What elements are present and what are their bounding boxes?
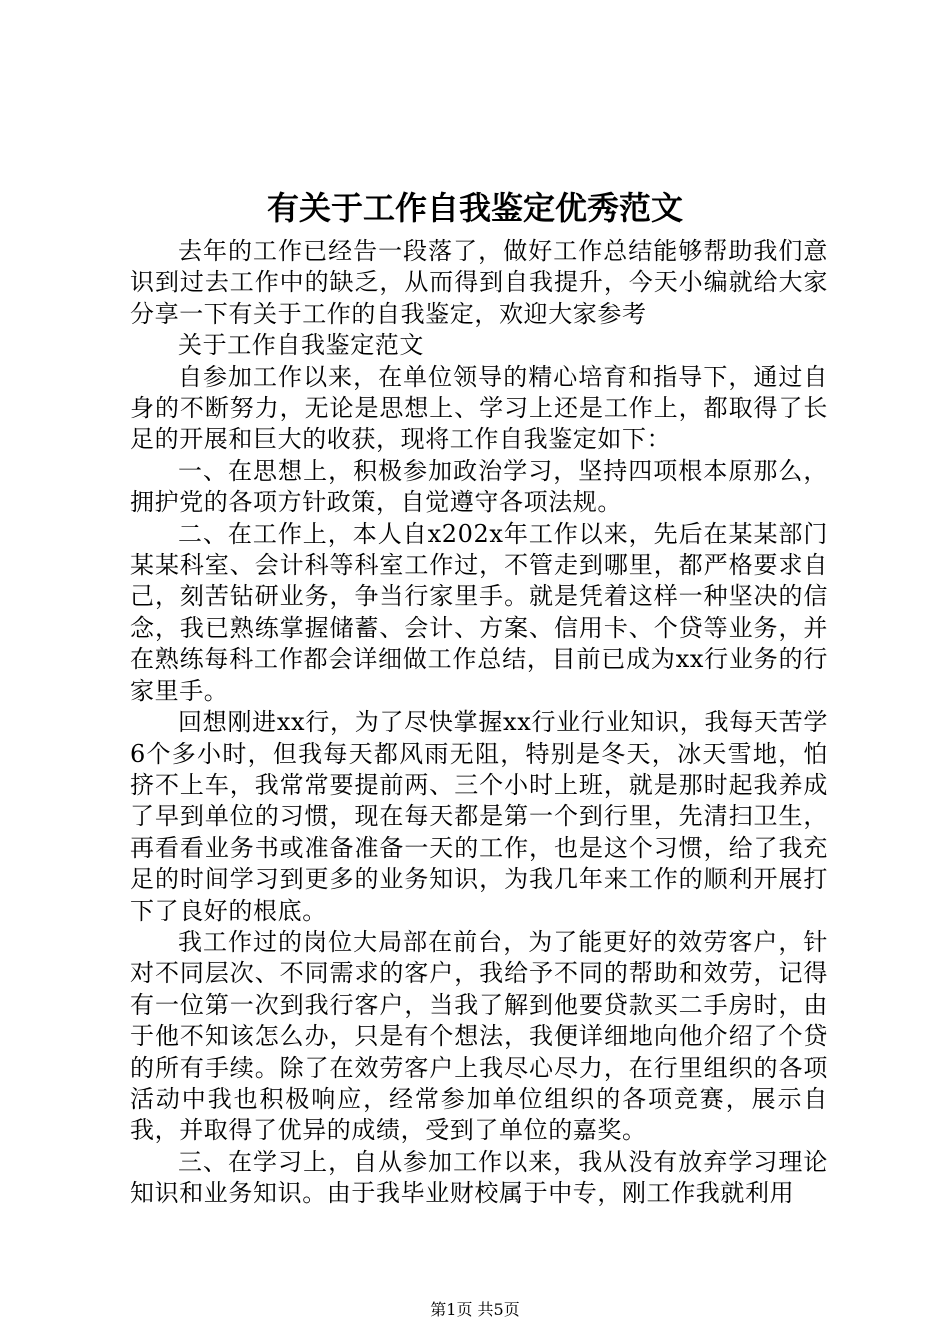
paragraph-service: 我工作过的岗位大局部在前台，为了能更好的效劳客户，针对不同层次、不同需求的客户，我给予不同的帮助和效劳，记得有一位第一次到我行客户，当我了解到他要贷款买二手房时，由于他不知该怎么办，只是有个想法，我便详细地向他介绍了个贷的所有手续。除了在效劳客户上我尽心尽力，在行里组织的各项活动中我也积极响应，经常参加单位组织的各项竞赛，展示自我，并取得了优异的成绩，受到了单位的嘉奖。 bbox=[130, 927, 828, 1145]
paragraph-opening: 自参加工作以来，在单位领导的精心培育和指导下，通过自身的不断努力，无论是思想上、学习上还是工作上，都取得了长足的开展和巨大的收获，现将工作自我鉴定如下： bbox=[130, 362, 828, 454]
page-footer: 第1页 共5页 bbox=[430, 1300, 520, 1319]
paragraph-intro: 去年的工作已经告一段落了，做好工作总结能够帮助我们意识到过去工作中的缺乏，从而得到自我提升，今天小编就给大家分享一下有关于工作的自我鉴定，欢迎大家参考 bbox=[130, 237, 828, 328]
paragraph-recall: 回想刚进xx行，为了尽快掌握xx行业行业知识，我每天苦学6个多小时，但我每天都风雨无阻，特别是冬天，冰天雪地，怕挤不上车，我常常要提前两、三个小时上班，就是那时起我养成了早到单位的习惯，现在每天都是第一个到行里，先清扫卫生，再看看业务书或准备准备一天的工作，也是这个习惯，给了我充足的时间学习到更多的业务知识，为我几年来工作的顺利开展打下了良好的根底。 bbox=[130, 708, 828, 925]
document-body bbox=[130, 236, 828, 1210]
paragraph-work: 二、在工作上，本人自x202x年工作以来，先后在某某部门某某科室、会计科等科室工作过，不管走到哪里，都严格要求自己，刻苦钻研业务，争当行家里手。就是凭着这样一种坚决的信念，我已熟练掌握储蓄、会计、方案、信用卡、个贷等业务，并在熟练每科工作都会详细做工作总结，目前已成为xx行业务的行家里手。 bbox=[130, 519, 828, 705]
paragraph-thought: 一、在思想上，积极参加政治学习，坚持四项根本原那么，拥护党的各项方针政策，自觉遵守各项法规。 bbox=[130, 456, 828, 517]
document-title: 有关于工作自我鉴定优秀范文 bbox=[266, 189, 683, 227]
paragraph-subtitle: 关于工作自我鉴定范文 bbox=[178, 331, 424, 360]
paragraph-study: 三、在学习上，自从参加工作以来，我从没有放弃学习理论知识和业务知识。由于我毕业财校属于中专，刚工作我就利用 bbox=[130, 1147, 828, 1208]
